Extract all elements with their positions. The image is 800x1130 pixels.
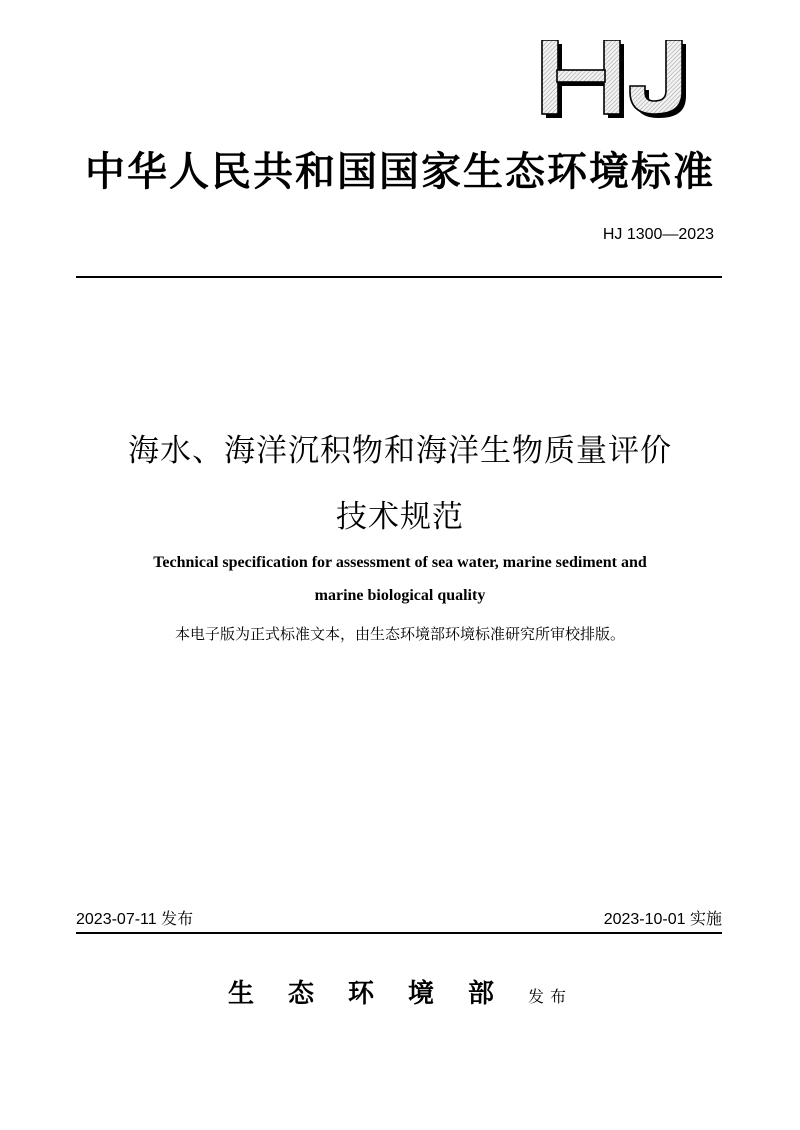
top-divider	[76, 276, 722, 278]
hj-logo	[540, 40, 702, 120]
publisher-name: 生态环境部	[227, 979, 528, 1009]
title-en-line2: marine biological quality	[314, 587, 486, 604]
title-en-line1: Technical specification for assessment of sea water, marine sediment and	[153, 554, 647, 571]
standard-number: HJ 1300—2023	[602, 226, 714, 243]
title-zh-line2: 技术规范	[336, 499, 464, 535]
bottom-divider	[76, 932, 722, 934]
publisher	[0, 973, 800, 1010]
publisher-suffix: 发布	[528, 987, 573, 1006]
issue-date: 2023-07-11 发布	[76, 911, 194, 928]
title-zh-line1: 海水、海洋沉积物和海洋生物质量评价	[128, 433, 672, 469]
org-title: 中华人民共和国国家生态环境标准	[85, 148, 715, 195]
effective-date: 2023-10-01 实施	[603, 911, 722, 928]
edition-note: 本电子版为正式标准文本，由生态环境部环境标准研究所审校排版。	[174, 625, 625, 643]
